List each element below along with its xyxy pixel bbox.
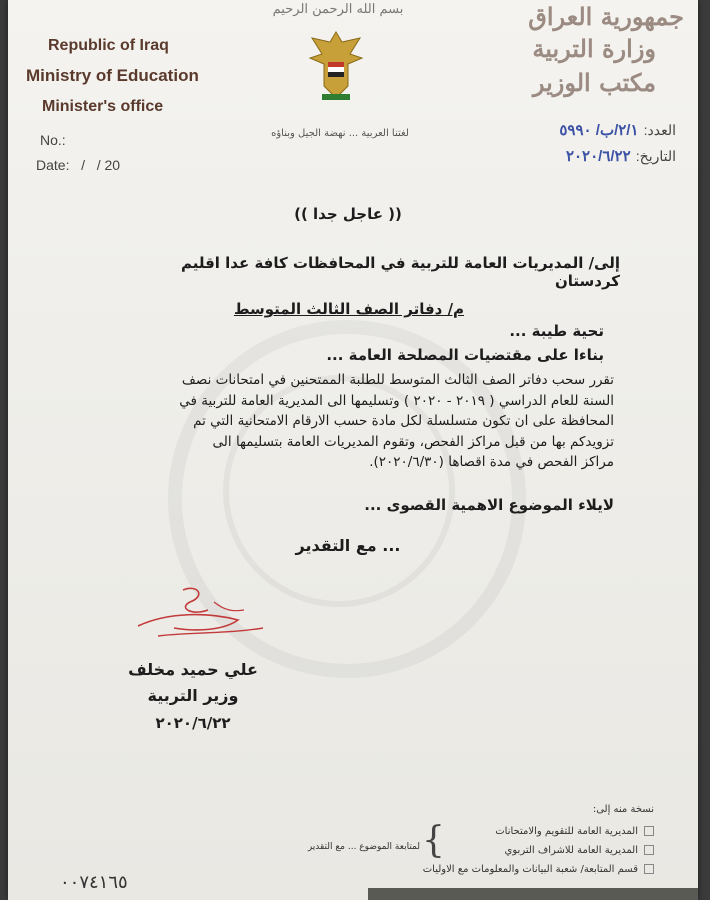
basmala: بسم الله الرحمن الرحيم bbox=[272, 2, 404, 17]
en-country: Republic of Iraq bbox=[48, 37, 169, 54]
en-office: Minister's office bbox=[42, 98, 164, 115]
date-label: Date: / / 20 bbox=[36, 157, 121, 173]
paragraph-line: مراكز الفحص في مدة اقصاها (٢٠٢٠/٦/٣٠). bbox=[369, 454, 614, 470]
importance-line: لايلاء الموضوع الاهمية القصوى ... bbox=[364, 496, 614, 514]
ar-ministry: وزارة التربية bbox=[532, 34, 656, 63]
minister-title: وزير التربية bbox=[147, 686, 239, 705]
no-label: No.: bbox=[40, 132, 66, 148]
paragraph-line: السنة للعام الدراسي ( ٢٠١٩ - ٢٠٢٠ ) وتسليمها الى المديرية العامة للتربية في bbox=[179, 392, 614, 409]
subject: م/ دفاتر الصف الثالث المتوسط bbox=[233, 300, 465, 318]
en-ministry: Ministry of Education bbox=[26, 66, 199, 85]
slogan: لغتنا العربية ... نهضة الجيل وبناؤه bbox=[271, 128, 409, 139]
ar-date-value: ٢٠٢٠/٦/٢٢ bbox=[565, 148, 631, 165]
ar-date-row bbox=[476, 146, 676, 165]
urgent-label: (( عاجل جدا )) bbox=[294, 205, 402, 223]
ar-country: جمهورية العراق bbox=[528, 2, 684, 31]
copy-item: المديرية العامة للاشراف التربوي bbox=[354, 841, 654, 860]
ar-no-value: ٢/١/ب/ ٥٩٩٠ bbox=[559, 122, 639, 139]
ar-office: مكتب الوزير bbox=[532, 68, 656, 97]
paragraph-line: تقرر سحب دفاتر الصف الثالث المتوسط للطلبة الممتحنين في امتحانات نصف bbox=[181, 372, 614, 388]
body-paragraph bbox=[94, 370, 614, 473]
minister-name: علي حميد مخلف bbox=[128, 660, 258, 679]
copy-item: المديرية العامة للتقويم والامتحانات bbox=[354, 822, 654, 841]
ar-no-label: العدد: bbox=[643, 122, 676, 138]
copy-item: قسم المتابعة/ شعبة البيانات والمعلومات مع الاوليات bbox=[354, 860, 654, 879]
bullet-icon bbox=[644, 864, 654, 874]
serial-number: ٠٠٧٤١٦٥ bbox=[60, 872, 128, 893]
ar-number-row bbox=[476, 120, 676, 139]
bullet-icon bbox=[644, 845, 654, 855]
paragraph-line: المحافظة على ان تكون متسلسلة لكل مادة حسب الارقام الامتحانية التي تم bbox=[193, 413, 614, 429]
regards-line: ... مع التقدير bbox=[295, 536, 401, 555]
addressee: إلى/ المديريات العامة للتربية في المحافظات كافة عدا اقليم كردستان bbox=[180, 254, 620, 290]
signature-date: ٢٠٢٠/٦/٢٢ bbox=[155, 714, 231, 732]
copies-note: لمتابعة الموضوع ... مع التقدير bbox=[307, 842, 420, 852]
brace-icon: { bbox=[422, 820, 445, 861]
paragraph-line: تزويدكم بها من قبل مراكز الفحص، وتقوم المديريات العامة بتسليمها الى bbox=[212, 433, 614, 450]
bullet-icon bbox=[644, 826, 654, 836]
iraq-emblem-icon bbox=[304, 28, 368, 106]
copies-header: نسخة منه إلى: bbox=[592, 804, 654, 815]
handwritten-signature bbox=[128, 582, 278, 652]
ar-date-label: التاريخ: bbox=[635, 148, 676, 164]
greeting: تحية طيبة ... bbox=[509, 322, 604, 340]
basis-line: بناءا على مقتضيات المصلحة العامة ... bbox=[326, 346, 604, 364]
document-page bbox=[8, 0, 698, 900]
footer-strip bbox=[368, 888, 698, 900]
